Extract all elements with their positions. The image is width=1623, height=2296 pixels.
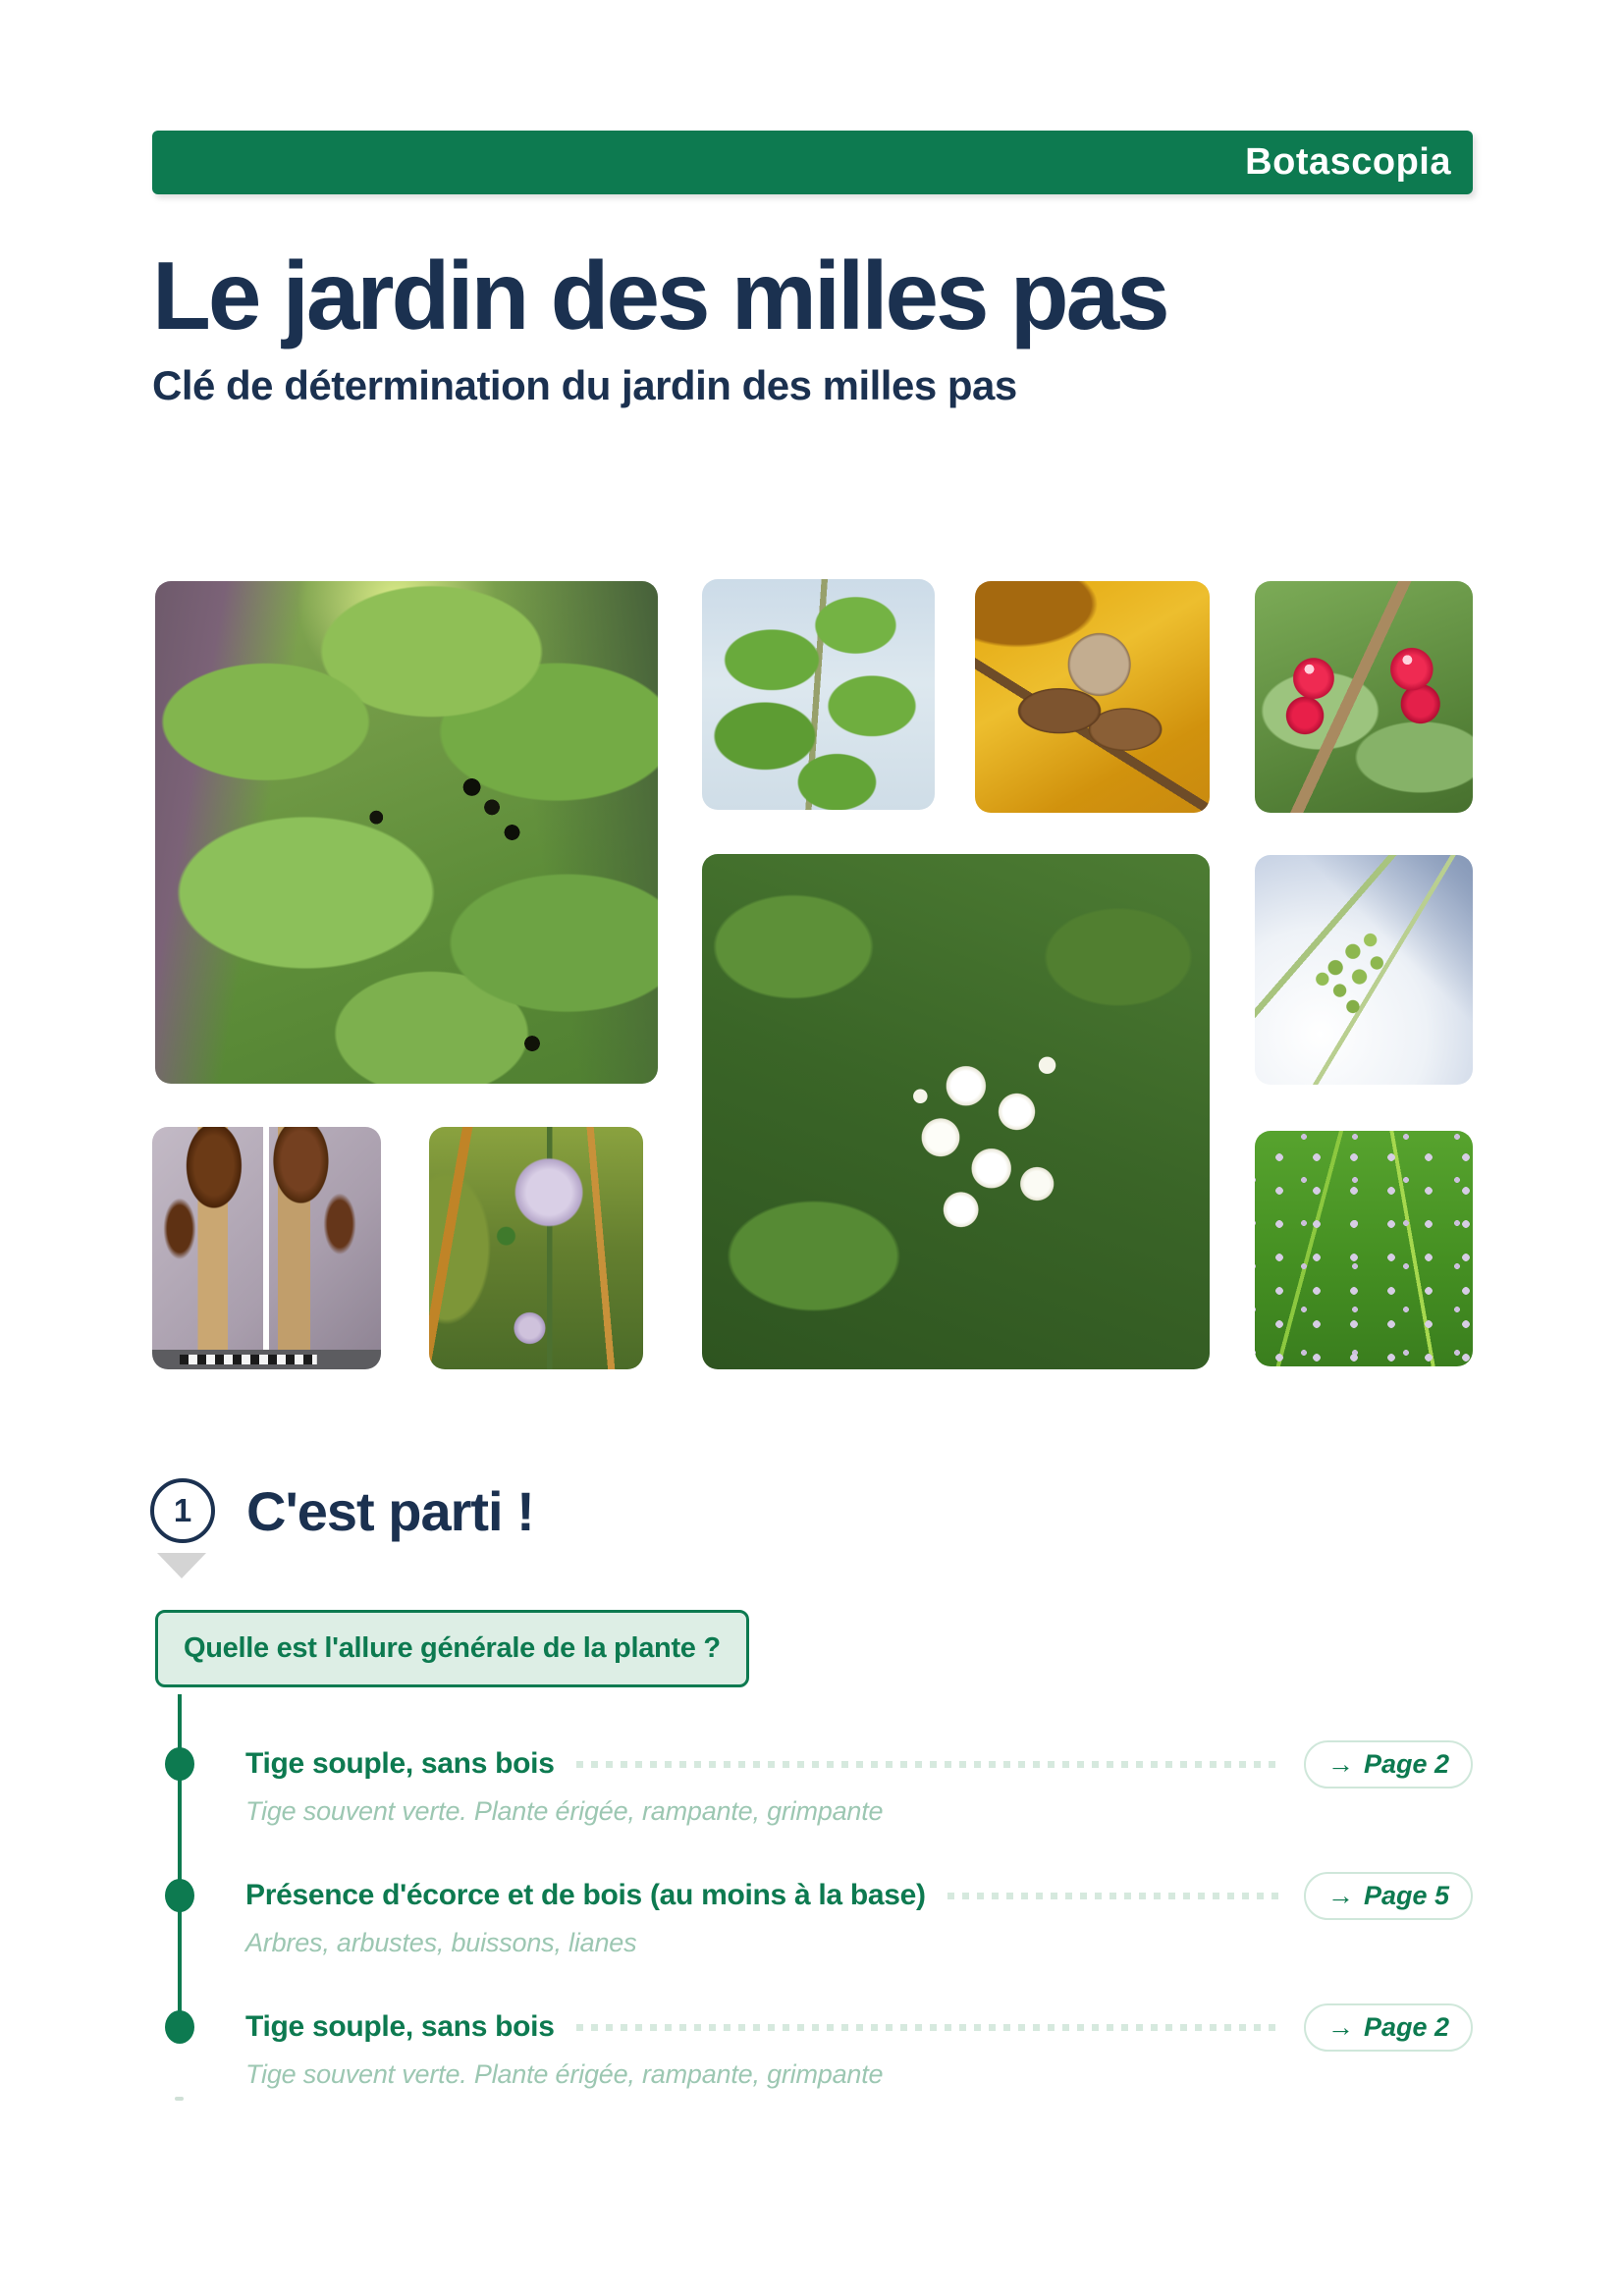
option-label: Présence d'écorce et de bois (au moins à la base) bbox=[245, 1879, 926, 1911]
option-description: Arbres, arbustes, buissons, lianes bbox=[245, 1928, 637, 1957]
page-title: Le jardin des milles pas bbox=[152, 241, 1167, 349]
arrow-right-icon: → bbox=[1326, 2011, 1354, 2042]
step-number: 1 bbox=[173, 1492, 192, 1528]
page-subtitle: Clé de détermination du jardin des milles pas bbox=[152, 362, 1017, 408]
photo-mint-flowers bbox=[429, 1127, 643, 1369]
option-label: Tige souple, sans bois bbox=[245, 1747, 555, 1780]
triangle-down-icon bbox=[157, 1553, 206, 1578]
photo-hawthorn-leaves bbox=[702, 579, 935, 810]
arrow-right-icon: → bbox=[1326, 1748, 1354, 1779]
option-row bbox=[152, 1872, 1473, 1960]
page-link-label: Page 5 bbox=[1363, 1880, 1449, 1910]
photo-seed-umbel bbox=[1255, 855, 1473, 1085]
option-bullet-icon bbox=[165, 1747, 194, 1781]
option-row bbox=[152, 2003, 1473, 2092]
page-link-label: Page 2 bbox=[1363, 1748, 1449, 1779]
options-list bbox=[152, 1694, 1473, 2126]
question-box bbox=[155, 1610, 749, 1687]
step-number-badge bbox=[150, 1478, 215, 1543]
brand-name: Botascopia bbox=[1245, 141, 1451, 183]
arrow-right-icon: → bbox=[1326, 1880, 1354, 1910]
photo-red-berries bbox=[1255, 581, 1473, 813]
page-link[interactable] bbox=[1304, 1872, 1473, 1920]
photo-white-flowers bbox=[702, 854, 1210, 1369]
option-row bbox=[152, 1740, 1473, 1829]
dotted-leader bbox=[576, 2024, 1282, 2031]
connector-end-tick bbox=[175, 2097, 184, 2101]
photo-twig-buds bbox=[152, 1127, 381, 1369]
page-link[interactable] bbox=[1304, 2003, 1473, 2052]
brand-bar bbox=[152, 131, 1473, 194]
option-description: Tige souvent verte. Plante érigée, rampante, grimpante bbox=[245, 2059, 884, 2089]
step-title: C'est parti ! bbox=[246, 1479, 534, 1542]
option-bullet-icon bbox=[165, 2010, 194, 2044]
option-description: Tige souvent verte. Plante érigée, rampante, grimpante bbox=[245, 1796, 884, 1826]
option-label: Tige souple, sans bois bbox=[245, 2010, 555, 2043]
photo-gallery bbox=[152, 579, 1473, 1370]
step-header bbox=[150, 1478, 534, 1543]
option-bullet-icon bbox=[165, 1879, 194, 1912]
photo-buckthorn-branch bbox=[155, 581, 658, 1084]
page-link[interactable] bbox=[1304, 1740, 1473, 1789]
dotted-leader bbox=[576, 1761, 1282, 1768]
question-label: Quelle est l'allure générale de la plante ? bbox=[184, 1632, 721, 1664]
page-link-label: Page 2 bbox=[1363, 2011, 1449, 2042]
photo-meadow bbox=[1255, 1131, 1473, 1366]
photo-acorns bbox=[975, 581, 1210, 813]
dotted-leader bbox=[947, 1893, 1282, 1899]
